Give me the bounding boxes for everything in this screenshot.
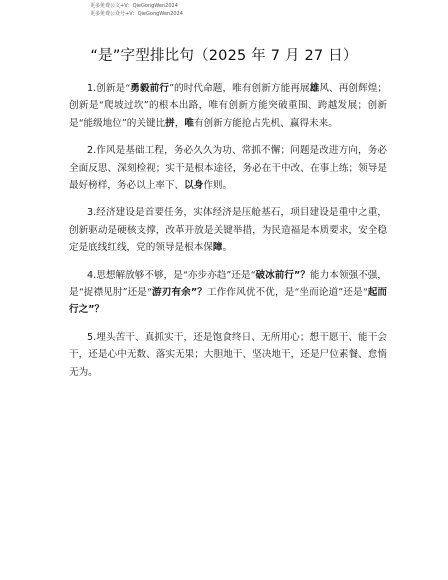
watermark: [90, 2, 183, 18]
emphasis-text: 雄: [309, 83, 320, 94]
emphasis-text: 唯: [184, 117, 194, 129]
paragraph-text: 创新是“: [96, 83, 131, 94]
emphasis-text: 勇毅前行: [130, 83, 170, 94]
paragraph-text: 能力本领强不强，是“捉襟见肘”还是“: [69, 269, 388, 299]
emphasis-text: ”？: [88, 304, 105, 316]
paragraph-text: 埋头苦干、真抓实干，还是饱食终日、无所用心；想干愿干、能干会干，还是心中无数、落实无果；大胆地干、坚决地干，还是尸位素餐、怠惰无为。: [69, 331, 387, 378]
paragraph-text: 作则。: [203, 180, 233, 192]
paragraph-text: ”的时代命题，唯有创新方能再展: [169, 83, 310, 94]
paragraph-text: 工作作风优不优，是“坐而论道”还是“: [207, 287, 368, 299]
document-body: [69, 80, 387, 391]
page-title: “是”字型排比句（2025 年 7 月 27 日）: [90, 48, 358, 64]
emphasis-text: 起而行之: [69, 287, 388, 316]
paragraph-3: [69, 204, 387, 256]
paragraph-number: 3.: [87, 207, 97, 219]
paragraph-text: 有创新方能抢占先机、赢得未来。: [193, 117, 338, 129]
paragraph-number: 2.: [87, 145, 97, 157]
paragraph-number: 4.: [87, 269, 97, 281]
emphasis-text: 拼: [165, 117, 175, 129]
emphasis-text: 障: [212, 242, 223, 254]
paragraph-number: 5.: [87, 331, 97, 343]
emphasis-text: ”？: [294, 269, 310, 281]
paragraph-text: 经济建设是首要任务，实体经济是压舱基石，项目建设是重中之重，创新驱动是硬核支撑，改革开放是关键举措，为民造福是本质要求，安全稳定是底线红线，党的领导是根本保: [69, 207, 387, 254]
paragraph-text: 作风是基础工程，务必久久为功、常抓不懈；问题是改进方向，务必全面反思、深刻检视；实干是根本途径，务必在干中改、在事上练；领导是最好榜样，务必以上率下、: [69, 145, 387, 192]
paragraph-text: 。: [222, 242, 233, 254]
paragraph-4: [69, 267, 387, 319]
paragraph-1: [69, 80, 387, 132]
paragraph-number: 1.: [87, 83, 97, 94]
emphasis-text: ”？: [190, 287, 208, 299]
emphasis-text: 游刃有余: [151, 287, 191, 299]
paragraph-5: [69, 329, 387, 381]
paragraph-text: 风、再创辉煌；创新是“爬坡过坎”的根本出路，唯有创新方能突破重围、跨越发展；创新是“能级地位”的关键比: [69, 83, 388, 129]
paragraph-2: [69, 142, 387, 194]
emphasis-text: 以身: [184, 180, 204, 192]
emphasis-text: 破冰前行: [255, 269, 295, 281]
paragraph-text: 思想解放够不够，是“亦步亦趋”还是“: [96, 269, 256, 281]
watermark-line-1: 更多免费公文+V：QieGongWen2024: [90, 3, 178, 9]
paragraph-text: ，: [174, 117, 185, 129]
watermark-line-2: 更多免费公众号+V：QieGongWen2024: [90, 11, 183, 17]
